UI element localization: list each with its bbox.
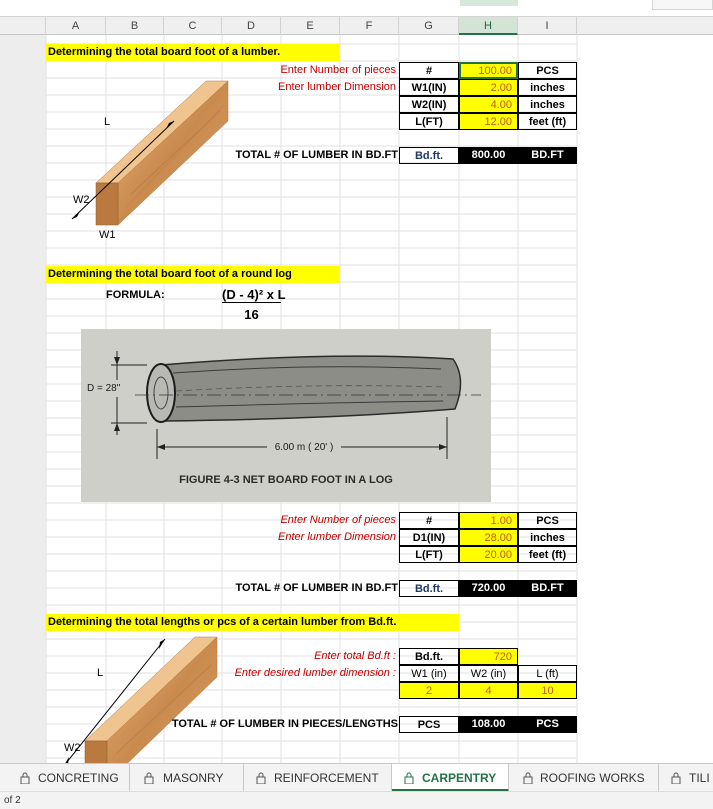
input-w1[interactable]: 2.00 bbox=[459, 79, 518, 96]
section2-title[interactable]: Determining the total board foot of a round log bbox=[46, 266, 340, 283]
ribbon-edge bbox=[0, 0, 713, 17]
total-value-1[interactable]: 800.00 bbox=[459, 147, 518, 164]
tab-masonry[interactable] bbox=[130, 764, 244, 792]
name-box-highlight bbox=[460, 0, 518, 6]
status-bar bbox=[0, 791, 713, 809]
log-key-length: L(FT) bbox=[399, 546, 459, 563]
input-w2[interactable]: 4.00 bbox=[459, 96, 518, 113]
total-value-2[interactable]: 720.00 bbox=[459, 580, 518, 597]
column-header-bar bbox=[0, 17, 713, 35]
column-header-a[interactable]: A bbox=[46, 17, 106, 35]
total-value-3[interactable]: 108.00 bbox=[459, 716, 518, 733]
lock-icon bbox=[671, 772, 681, 784]
log-input-length[interactable]: 20.00 bbox=[459, 546, 518, 563]
dim-header-w1: W1 (in) bbox=[399, 665, 459, 682]
column-header-e[interactable]: E bbox=[281, 17, 340, 35]
pieces-label-2: Enter Number of pieces bbox=[280, 514, 396, 526]
page-count: of 2 bbox=[4, 795, 21, 806]
column-header-i[interactable]: I bbox=[518, 17, 577, 35]
total-bdft-label: Enter total Bd.ft : bbox=[314, 650, 396, 662]
total-label-2: TOTAL # OF LUMBER IN BD.FT bbox=[235, 582, 398, 594]
dim-header-length: L (ft) bbox=[518, 665, 577, 682]
log-length-label: 6.00 m ( 20' ) bbox=[274, 442, 334, 453]
input-desired-w2[interactable]: 4 bbox=[459, 682, 518, 699]
tab-label: ROOFING WORKS bbox=[540, 771, 645, 785]
column-header-rest bbox=[577, 17, 713, 35]
param-unit-length: feet (ft) bbox=[518, 113, 577, 130]
lock-icon bbox=[20, 772, 30, 784]
dim-header-w2: W2 (in) bbox=[459, 665, 518, 682]
param-unit-w2: inches bbox=[518, 96, 577, 113]
input-total-bdft[interactable]: 720 bbox=[459, 648, 518, 665]
tab-label: CARPENTRY bbox=[422, 771, 497, 785]
column-header-f[interactable]: F bbox=[340, 17, 399, 35]
log-unit-pieces: PCS bbox=[518, 512, 577, 529]
worksheet-grid[interactable] bbox=[0, 35, 713, 763]
log-unit-length: feet (ft) bbox=[518, 546, 577, 563]
column-header-c[interactable]: C bbox=[164, 17, 222, 35]
formula-numerator: (D - 4)² x L bbox=[222, 287, 286, 302]
total-unit-2: BD.FT bbox=[518, 580, 577, 597]
lumber2-width2-label: W2 bbox=[64, 742, 81, 754]
formula-denominator: 16 bbox=[244, 307, 259, 322]
input-pieces[interactable]: 100.00 bbox=[459, 62, 518, 79]
tab-reinforcement[interactable] bbox=[244, 764, 392, 792]
param-unit-pieces: PCS bbox=[518, 62, 577, 79]
log-unit-diameter: inches bbox=[518, 529, 577, 546]
tab-carpentry[interactable] bbox=[392, 764, 509, 792]
total-label-3: TOTAL # OF LUMBER IN PIECES/LENGTHS bbox=[171, 718, 398, 730]
log-key-diameter: D1(IN) bbox=[399, 529, 459, 546]
log-figure-caption: FIGURE 4-3 NET BOARD FOOT IN A LOG bbox=[179, 474, 393, 486]
tab-label: MASONRY bbox=[163, 771, 224, 785]
input-desired-w1[interactable]: 2 bbox=[399, 682, 459, 699]
sheet-tab-bar bbox=[0, 763, 713, 791]
input-length[interactable]: 12.00 bbox=[459, 113, 518, 130]
log-input-pieces[interactable]: 1.00 bbox=[459, 512, 518, 529]
formula-bar-edge bbox=[652, 0, 713, 10]
lock-icon bbox=[404, 772, 414, 784]
total-unit-3: PCS bbox=[518, 716, 577, 733]
log-input-diameter[interactable]: 28.00 bbox=[459, 529, 518, 546]
total-key-2: Bd.ft. bbox=[399, 580, 459, 597]
column-header-h[interactable]: H bbox=[459, 17, 518, 35]
lumber-diagram-1 bbox=[60, 75, 240, 245]
param-unit-w1: inches bbox=[518, 79, 577, 96]
tab-label: TILI bbox=[689, 771, 710, 785]
lock-icon bbox=[256, 772, 266, 784]
tab-concreting[interactable] bbox=[0, 764, 130, 792]
param-key-w1: W1(IN) bbox=[399, 79, 459, 96]
tab-roofing-works[interactable] bbox=[509, 764, 659, 792]
bdft-key: Bd.ft. bbox=[399, 648, 459, 665]
log-key-pieces: # bbox=[399, 512, 459, 529]
tab-tiling[interactable] bbox=[659, 764, 713, 792]
column-header-g[interactable]: G bbox=[399, 17, 459, 35]
lock-icon bbox=[144, 772, 154, 784]
total-key-3: PCS bbox=[399, 716, 459, 733]
lumber1-width1-label: W1 bbox=[99, 229, 116, 241]
total-unit-1: BD.FT bbox=[518, 147, 577, 164]
lumber1-length-label: L bbox=[104, 116, 111, 128]
section1-title[interactable]: Determining the total board foot of a lumber. bbox=[46, 44, 340, 61]
column-header-b[interactable]: B bbox=[106, 17, 164, 35]
log-figure[interactable] bbox=[81, 329, 491, 502]
total-key-1: Bd.ft. bbox=[399, 147, 459, 164]
param-key-pieces: # bbox=[399, 62, 459, 79]
param-key-length: L(FT) bbox=[399, 113, 459, 130]
total-label-1: TOTAL # OF LUMBER IN BD.FT bbox=[235, 149, 398, 161]
dimension-label-2: Enter lumber Dimension bbox=[278, 531, 396, 543]
section3-title[interactable]: Determining the total lengths or pcs of a certain lumber from Bd.ft. bbox=[46, 614, 459, 631]
lumber2-length-label: L bbox=[97, 667, 104, 679]
column-header-d[interactable]: D bbox=[222, 17, 281, 35]
dimension-label-1: Enter lumber Dimension bbox=[278, 81, 396, 93]
column-header-corner[interactable] bbox=[0, 17, 46, 35]
formula-label: FORMULA: bbox=[106, 289, 165, 301]
pieces-label-1: Enter Number of pieces bbox=[280, 64, 396, 76]
log-diameter-label: D = 28" bbox=[87, 380, 131, 397]
param-key-w2: W2(IN) bbox=[399, 96, 459, 113]
lumber1-width2-label: W2 bbox=[73, 194, 90, 206]
tab-label: CONCRETING bbox=[38, 771, 119, 785]
tab-label: REINFORCEMENT bbox=[274, 771, 379, 785]
lock-icon bbox=[523, 772, 533, 784]
input-desired-length[interactable]: 10 bbox=[518, 682, 577, 699]
desired-dimension-label: Enter desired lumber dimension : bbox=[234, 667, 396, 679]
